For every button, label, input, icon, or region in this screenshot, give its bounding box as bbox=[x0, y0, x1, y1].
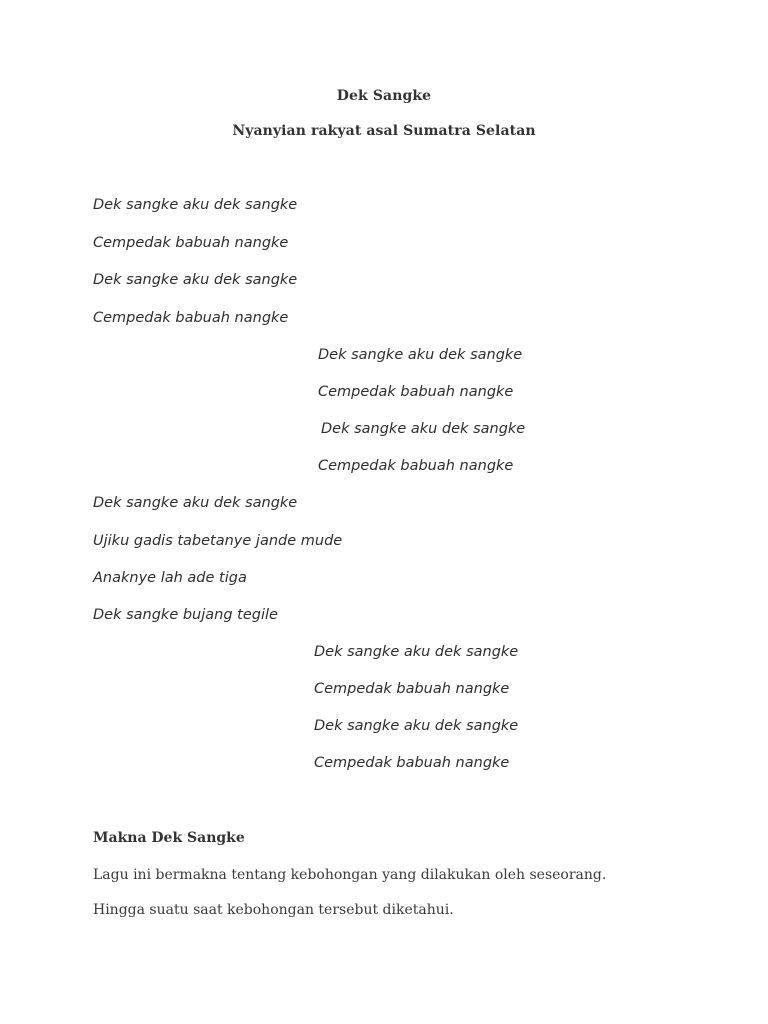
meaning-heading: Makna Dek Sangke bbox=[93, 830, 245, 846]
lyric-line: Dek sangke aku dek sangke bbox=[93, 197, 298, 213]
lyric-line: Cempedak babuah nangke bbox=[314, 755, 510, 771]
song-title: Dek Sangke bbox=[336, 88, 432, 104]
meaning-paragraph: Lagu ini bermakna tentang kebohongan yang dilakukan oleh seseorang. bbox=[93, 867, 607, 883]
lyric-line: Cempedak babuah nangke bbox=[318, 458, 514, 474]
lyric-line: Cempedak babuah nangke bbox=[318, 384, 514, 400]
lyric-line: Dek sangke aku dek sangke bbox=[321, 421, 526, 437]
lyric-line: Anaknye lah ade tiga bbox=[93, 570, 247, 586]
lyric-line: Cempedak babuah nangke bbox=[93, 235, 289, 251]
song-subtitle: Nyanyian rakyat asal Sumatra Selatan bbox=[232, 123, 536, 139]
lyric-line: Dek sangke aku dek sangke bbox=[318, 347, 523, 363]
lyric-line: Cempedak babuah nangke bbox=[314, 681, 510, 697]
lyric-line: Dek sangke bujang tegile bbox=[93, 607, 278, 623]
lyric-line: Dek sangke aku dek sangke bbox=[93, 495, 298, 511]
lyric-line: Dek sangke aku dek sangke bbox=[314, 718, 519, 734]
lyric-line: Cempedak babuah nangke bbox=[93, 310, 289, 326]
lyric-line: Ujiku gadis tabetanye jande mude bbox=[93, 533, 343, 549]
lyric-line: Dek sangke aku dek sangke bbox=[314, 644, 519, 660]
meaning-paragraph: Hingga suatu saat kebohongan tersebut diketahui. bbox=[93, 902, 454, 918]
lyric-line: Dek sangke aku dek sangke bbox=[93, 272, 298, 288]
